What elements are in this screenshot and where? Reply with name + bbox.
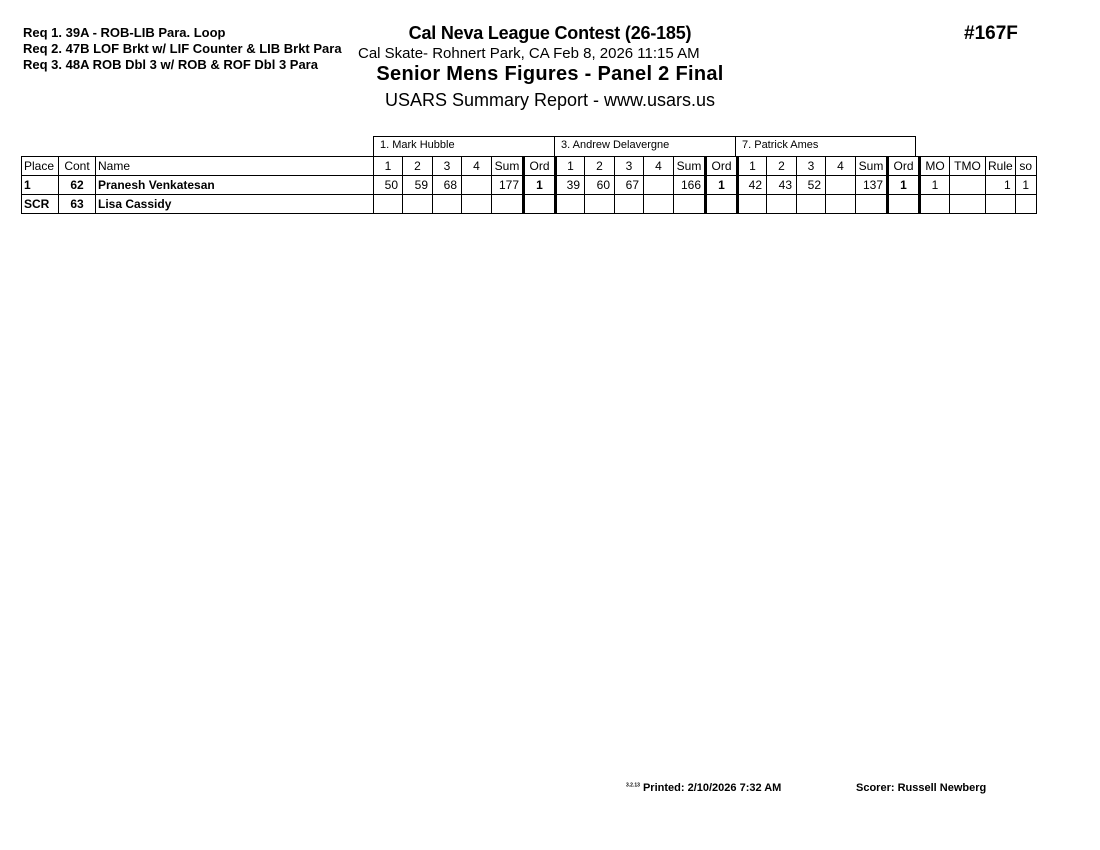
so-cell bbox=[1015, 195, 1036, 214]
col-header-name: Name bbox=[96, 157, 374, 176]
mo-cell bbox=[920, 195, 950, 214]
judge1-sum: 177 bbox=[492, 176, 524, 195]
judge3-score3 bbox=[797, 195, 826, 214]
judge1-score3: 68 bbox=[433, 176, 462, 195]
judge3-score2 bbox=[767, 195, 797, 214]
judge-header-3: 7. Patrick Ames bbox=[735, 136, 916, 156]
version-label: 3.2.13 bbox=[626, 782, 640, 789]
judge1-score2: 59 bbox=[403, 176, 433, 195]
judge2-score4 bbox=[644, 195, 674, 214]
col-header-j3-4: 4 bbox=[826, 157, 856, 176]
col-header-rule: Rule bbox=[986, 157, 1016, 176]
so-cell: 1 bbox=[1015, 176, 1036, 195]
judge1-sum bbox=[492, 195, 524, 214]
table-header-row bbox=[22, 157, 1037, 176]
judge1-ord bbox=[524, 195, 556, 214]
tmo-cell bbox=[950, 195, 986, 214]
col-header-j1-3: 3 bbox=[433, 157, 462, 176]
judge3-score2: 43 bbox=[767, 176, 797, 195]
judge1-score1 bbox=[374, 195, 403, 214]
col-header-j2-sum: Sum bbox=[674, 157, 706, 176]
printed-timestamp: Printed: 2/10/2026 7:32 AM bbox=[642, 782, 782, 794]
results-table bbox=[21, 156, 1037, 214]
judge2-ord bbox=[706, 195, 738, 214]
col-header-j3-sum: Sum bbox=[856, 157, 888, 176]
judge1-score4 bbox=[462, 195, 492, 214]
col-header-j2-4: 4 bbox=[644, 157, 674, 176]
col-header-j3-2: 2 bbox=[767, 157, 797, 176]
col-header-tmo: TMO bbox=[950, 157, 986, 176]
report-title: USARS Summary Report - www.usars.us bbox=[384, 90, 716, 110]
col-header-j2-3: 3 bbox=[615, 157, 644, 176]
judge3-score3: 52 bbox=[797, 176, 826, 195]
judge1-score2 bbox=[403, 195, 433, 214]
judge1-ord: 1 bbox=[524, 176, 556, 195]
judge1-score4 bbox=[462, 176, 492, 195]
event-number: #167F bbox=[964, 23, 1018, 44]
place-cell: SCR bbox=[22, 195, 59, 214]
contest-title: Cal Neva League Contest (26-185) bbox=[408, 23, 692, 43]
cont-cell: 63 bbox=[59, 195, 96, 214]
col-header-place: Place bbox=[22, 157, 59, 176]
printed-line bbox=[626, 782, 781, 794]
requirement-3: Req 3. 48A ROB Dbl 3 w/ ROB & ROF Dbl 3 Para bbox=[23, 57, 318, 72]
col-header-so: so bbox=[1015, 157, 1036, 176]
judge1-score3 bbox=[433, 195, 462, 214]
col-header-cont: Cont bbox=[59, 157, 96, 176]
col-header-j2-ord: Ord bbox=[706, 157, 738, 176]
col-header-j1-ord: Ord bbox=[524, 157, 556, 176]
judge2-score2: 60 bbox=[585, 176, 615, 195]
judge2-score3: 67 bbox=[615, 176, 644, 195]
col-header-j1-sum: Sum bbox=[492, 157, 524, 176]
judge3-sum bbox=[856, 195, 888, 214]
table-row bbox=[22, 195, 1037, 214]
place-cell: 1 bbox=[22, 176, 59, 195]
venue-date-line: Cal Skate- Rohnert Park, CA Feb 8, 2026 11:15 AM bbox=[358, 45, 700, 62]
judge3-score1 bbox=[738, 195, 767, 214]
col-header-j2-2: 2 bbox=[585, 157, 615, 176]
tmo-cell bbox=[950, 176, 986, 195]
judge1-score1: 50 bbox=[374, 176, 403, 195]
col-header-j1-1: 1 bbox=[374, 157, 403, 176]
requirement-2: Req 2. 47B LOF Brkt w/ LIF Counter & LIB Brkt Para bbox=[23, 41, 342, 56]
col-header-j3-ord: Ord bbox=[888, 157, 920, 176]
judge3-score4 bbox=[826, 176, 856, 195]
requirement-1: Req 1. 39A - ROB-LIB Para. Loop bbox=[23, 25, 226, 40]
event-title: Senior Mens Figures - Panel 2 Final bbox=[376, 63, 724, 85]
judge2-sum: 166 bbox=[674, 176, 706, 195]
name-cell: Pranesh Venkatesan bbox=[96, 176, 374, 195]
judge3-score1: 42 bbox=[738, 176, 767, 195]
judge2-score1: 39 bbox=[556, 176, 585, 195]
scorer-line: Scorer: Russell Newberg bbox=[856, 782, 987, 794]
rule-cell: 1 bbox=[986, 176, 1016, 195]
judge3-score4 bbox=[826, 195, 856, 214]
judge3-ord: 1 bbox=[888, 176, 920, 195]
col-header-j3-1: 1 bbox=[738, 157, 767, 176]
cont-cell: 62 bbox=[59, 176, 96, 195]
judge3-ord bbox=[888, 195, 920, 214]
judge2-score3 bbox=[615, 195, 644, 214]
judge3-sum: 137 bbox=[856, 176, 888, 195]
judge2-ord: 1 bbox=[706, 176, 738, 195]
judge2-score1 bbox=[556, 195, 585, 214]
col-header-j3-3: 3 bbox=[797, 157, 826, 176]
judge-header-2: 3. Andrew Delavergne bbox=[554, 136, 736, 156]
col-header-j2-1: 1 bbox=[556, 157, 585, 176]
table-row bbox=[22, 176, 1037, 195]
col-header-j1-4: 4 bbox=[462, 157, 492, 176]
judge2-score4 bbox=[644, 176, 674, 195]
mo-cell: 1 bbox=[920, 176, 950, 195]
judge2-sum bbox=[674, 195, 706, 214]
col-header-mo: MO bbox=[920, 157, 950, 176]
judge-header-1: 1. Mark Hubble bbox=[373, 136, 555, 156]
rule-cell bbox=[986, 195, 1016, 214]
col-header-j1-2: 2 bbox=[403, 157, 433, 176]
judge2-score2 bbox=[585, 195, 615, 214]
name-cell: Lisa Cassidy bbox=[96, 195, 374, 214]
